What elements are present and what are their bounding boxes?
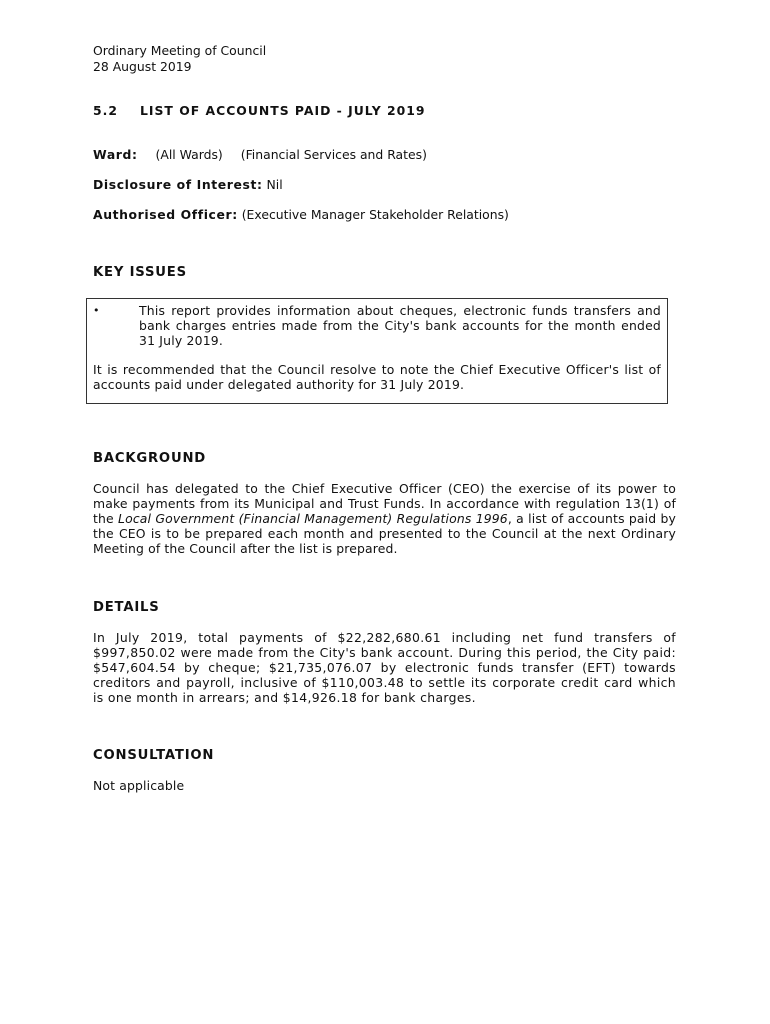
background-paragraph [93, 481, 676, 556]
officer-value: (Executive Manager Stakeholder Relations) [241, 207, 509, 222]
disclosure-value: Nil [266, 177, 283, 192]
bullet-icon: • [93, 304, 100, 317]
ward-label: Ward: [93, 147, 138, 162]
consultation-text: Not applicable [93, 778, 185, 793]
background-regulation-title: Local Government (Financial Management) Regulations 1996 [118, 511, 508, 526]
meeting-date: 28 August 2019 [93, 59, 192, 74]
details-heading: DETAILS [93, 600, 160, 615]
key-issues-heading: KEY ISSUES [93, 265, 187, 280]
meeting-title: Ordinary Meeting of Council [93, 43, 267, 58]
background-text-after: , a list of accounts paid by the CEO is to be prepared each month and presented to the Council at the next Ordinary Meeting of the Council after the list is prepared. [93, 511, 677, 556]
disclosure-label: Disclosure of Interest: [93, 177, 263, 192]
item-heading [93, 103, 426, 118]
officer-label: Authorised Officer: [93, 207, 238, 222]
officer-row [93, 207, 509, 222]
background-heading: BACKGROUND [93, 451, 207, 466]
key-issue-bullet-text: This report provides information about cheques, electronic funds transfers and bank charges entries made from the City's bank accounts for the month ended 31 July 2019. [139, 303, 661, 348]
background-text-before: Council has delegated to the Chief Executive Officer (CEO) the exercise of its power to make payments from its Municipal and Trust Funds. In accordance with regulation 13(1) of the [93, 481, 676, 526]
recommendation-text: It is recommended that the Council resolve to note the Chief Executive Officer's list of accounts paid under delegated authority for 31 July 2019. [93, 362, 661, 392]
details-paragraph: In July 2019, total payments of $22,282,680.61 including net fund transfers of $997,850.02 were made from the City's bank account. During this period, the City paid: $547,604.54 by cheque; $21,735,076.07 by electronic funds transfer (EFT) towards creditors and payroll, inclusive of $110,003.48 to settle its corporate credit card which is one month in arrears; and $14,926.18 for bank charges. [93, 630, 676, 705]
consultation-heading: CONSULTATION [93, 748, 215, 763]
item-title: LIST OF ACCOUNTS PAID - JULY 2019 [140, 103, 426, 118]
ward-value: (All Wards) [155, 147, 223, 162]
ward-department: (Financial Services and Rates) [240, 147, 427, 162]
ward-row [93, 147, 427, 162]
disclosure-row [93, 177, 283, 192]
item-number: 5.2 [93, 103, 118, 118]
